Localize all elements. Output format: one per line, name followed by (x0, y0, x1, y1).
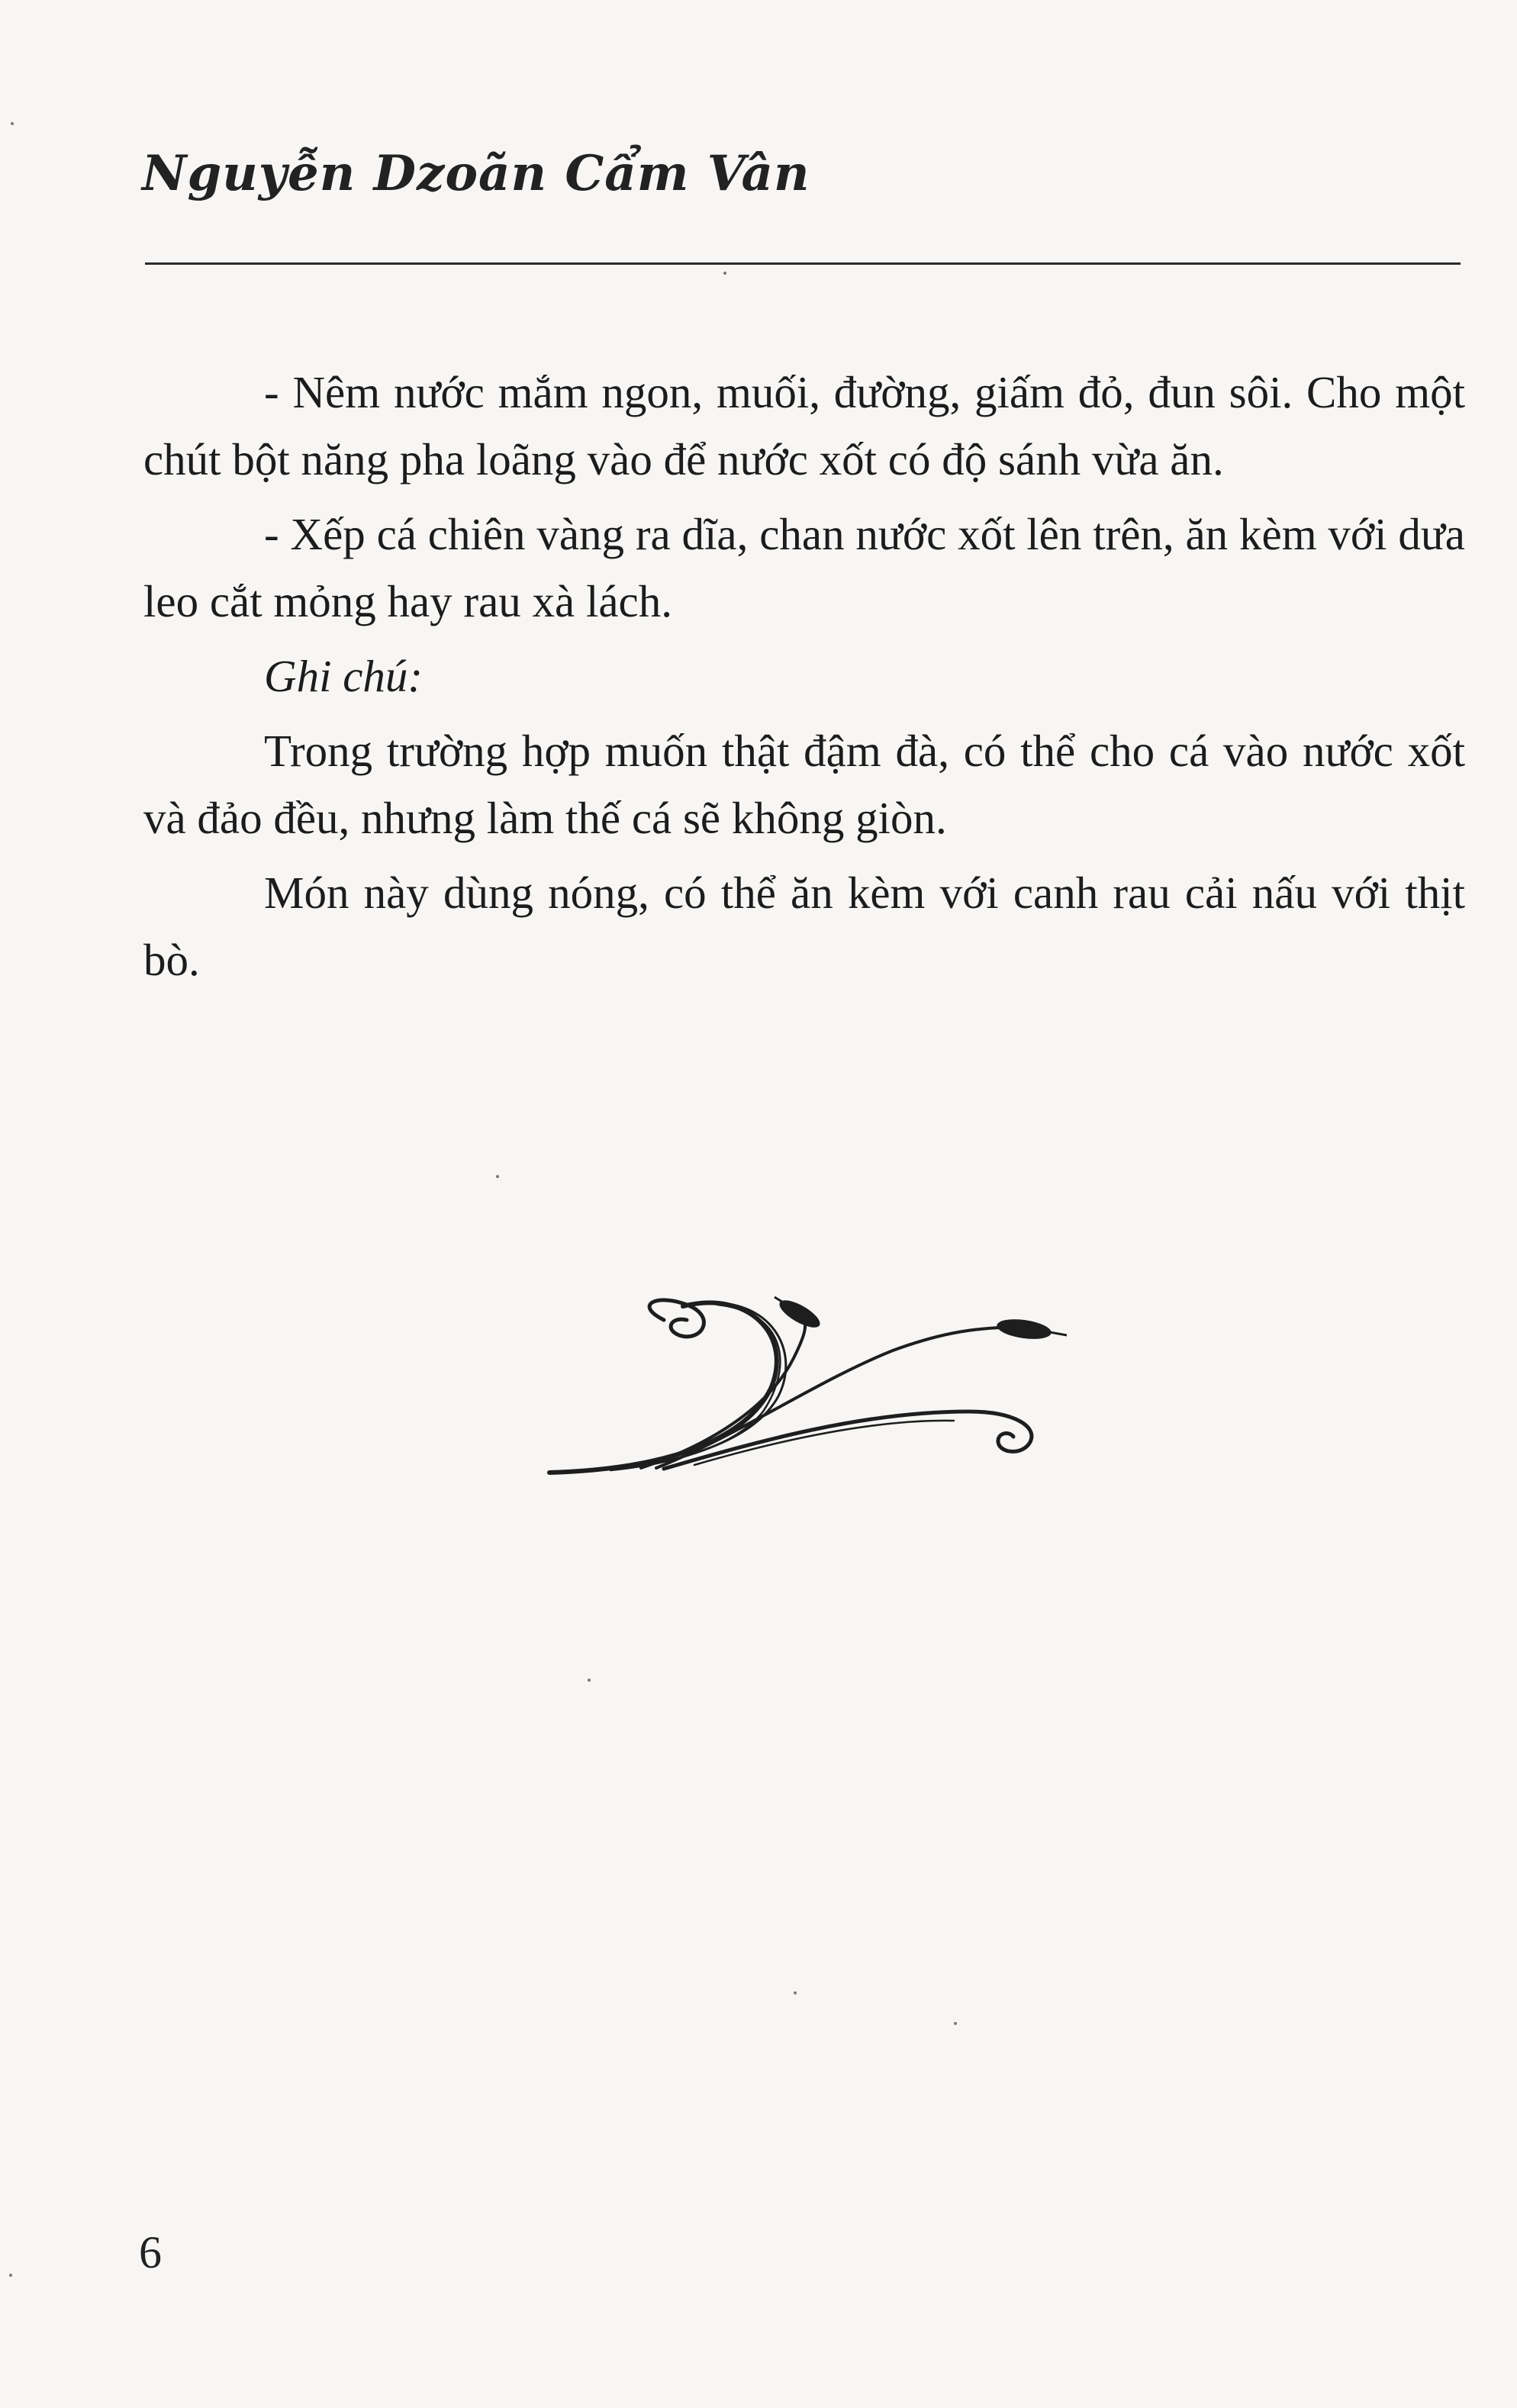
page-number: 6 (139, 2227, 162, 2278)
scan-speck (11, 122, 14, 125)
paragraph-serving-step: - Xếp cá chiên vàng ra dĩa, chan nước xốt lên trên, ăn kèm với dưa leo cắt mỏng hay rau xà lách. (143, 509, 1465, 626)
scan-speck (9, 2274, 12, 2277)
scan-speck (723, 272, 726, 275)
paragraph-note: Trong trường hợp muốn thật đậm đà, có thể cho cá vào nước xốt và đảo đều, nhưng làm thế cá sẽ không giòn. (143, 726, 1465, 843)
scan-speck (588, 1679, 591, 1682)
paragraph-seasoning-step: - Nêm nước mắm ngon, muối, đường, giấm đỏ, đun sôi. Cho một chút bột năng pha loãng vào để nước xốt có độ sánh vừa ăn. (143, 367, 1465, 484)
scan-speck (794, 1991, 797, 1994)
running-header-author: Nguyễn Dzoãn Cẩm Vân (142, 145, 810, 202)
scan-speck (496, 1175, 499, 1178)
header-rule (145, 262, 1461, 265)
cattail-swirl-ornament-icon (542, 1282, 1076, 1488)
scan-speck (954, 2022, 957, 2025)
paragraph-serving-suggestion: Món này dùng nóng, có thể ăn kèm với canh rau cải nấu với thịt bò. (143, 868, 1465, 985)
body-text (143, 359, 1465, 993)
note-label: Ghi chú: (264, 651, 424, 701)
